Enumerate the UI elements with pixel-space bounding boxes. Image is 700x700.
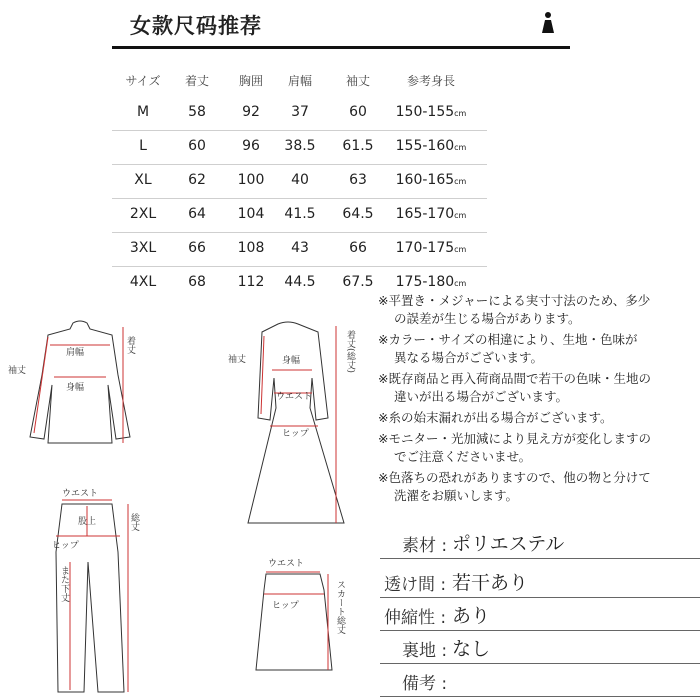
care-notes	[378, 292, 698, 508]
cell-bust: 100	[237, 172, 265, 188]
unit-label: cm	[454, 279, 467, 288]
cell-shoulder: 37	[291, 104, 309, 120]
table-row	[112, 232, 487, 267]
spec-row-lining	[380, 633, 700, 664]
cell-sleeve: 67.5	[342, 274, 374, 290]
header-bust: 胸囲	[238, 74, 264, 88]
cell-bust: 96	[242, 138, 260, 154]
spec-value: なし	[452, 638, 491, 660]
dress-length-label: 着丈(総丈)	[345, 330, 355, 374]
pants-rise-label: 股上	[78, 517, 97, 527]
page-title: 女款尺码推荐	[130, 14, 262, 38]
cell-shoulder: 38.5	[284, 138, 316, 154]
woman-figure-icon	[540, 11, 556, 35]
top-bust-label: 身幅	[66, 383, 85, 393]
cell-sleeve: 66	[349, 240, 367, 256]
height-value: 175-180	[395, 274, 455, 290]
pants-hip-label: ヒップ	[52, 541, 79, 551]
cell-length: 66	[188, 240, 206, 256]
cell-size: M	[136, 104, 150, 120]
unit-label: cm	[454, 109, 467, 118]
spec-row-remarks	[380, 666, 700, 697]
pants-length-label: 総丈	[129, 513, 139, 531]
title-divider	[112, 46, 570, 49]
note-item	[378, 370, 698, 406]
table-row	[112, 130, 487, 165]
spec-row-sheerness	[380, 567, 700, 598]
note-line: でご注意くださいませ。	[394, 449, 532, 464]
cell-size: L	[139, 138, 147, 154]
note-line: 異なる場合がございます。	[394, 350, 544, 365]
cell-shoulder: 44.5	[284, 274, 316, 290]
cell-height	[396, 274, 467, 290]
spec-value: 若干あり	[452, 572, 529, 594]
cell-size: 2XL	[129, 206, 157, 222]
skirt-waist-label: ウエスト	[268, 559, 305, 569]
cell-bust: 104	[237, 206, 265, 222]
note-item	[378, 430, 698, 466]
cell-size: 3XL	[129, 240, 157, 256]
spec-key: 備考 :	[402, 674, 448, 694]
cell-length: 62	[188, 172, 206, 188]
cell-sleeve: 63	[349, 172, 367, 188]
cell-length: 64	[188, 206, 206, 222]
spec-row-stretch	[380, 600, 700, 631]
header-shoulder: 肩幅	[287, 74, 313, 88]
height-value: 155-160	[395, 138, 455, 154]
height-value: 165-170	[395, 206, 455, 222]
header-length: 着丈	[184, 74, 210, 88]
spec-value: あり	[452, 605, 491, 627]
cell-size: 4XL	[129, 274, 157, 290]
skirt-length-label: スカート総丈	[335, 580, 345, 634]
note-line: ※平置き・メジャーによる実寸寸法のため、多少	[378, 293, 651, 308]
spec-value: ポリエステル	[452, 533, 565, 555]
cell-shoulder: 43	[291, 240, 309, 256]
cell-height	[396, 138, 467, 154]
cell-length: 60	[188, 138, 206, 154]
note-line: 違いが出る場合がございます。	[394, 389, 569, 404]
skirt-hip-label: ヒップ	[272, 601, 299, 611]
dress-waist-label: ウエスト	[276, 392, 313, 402]
note-line: の誤差が生じる場合があります。	[394, 311, 581, 326]
note-item	[378, 469, 698, 505]
cell-sleeve: 60	[349, 104, 367, 120]
pants-waist-label: ウエスト	[62, 489, 99, 499]
top-shoulder-label: 肩幅	[66, 348, 85, 358]
height-value: 170-175	[395, 240, 455, 256]
cell-bust: 112	[237, 274, 265, 290]
dress-hip-label: ヒップ	[282, 429, 309, 439]
cell-height	[396, 240, 467, 256]
note-line: ※既存商品と再入荷商品間で若干の色味・生地の	[378, 371, 651, 386]
cell-height	[396, 206, 467, 222]
note-line: ※モニター・光加減により見え方が変化しますの	[378, 431, 651, 446]
unit-label: cm	[454, 245, 467, 254]
height-value: 160-165	[395, 172, 455, 188]
spec-key: 裏地 :	[402, 641, 448, 661]
cell-shoulder: 41.5	[284, 206, 316, 222]
cell-bust: 92	[242, 104, 260, 120]
cell-sleeve: 61.5	[342, 138, 374, 154]
table-row	[112, 164, 487, 199]
header-sleeve: 袖丈	[345, 74, 371, 88]
note-item	[378, 331, 698, 367]
spec-key: 伸縮性 :	[384, 608, 447, 628]
height-value: 150-155	[395, 104, 455, 120]
cell-bust: 108	[237, 240, 265, 256]
unit-label: cm	[454, 177, 467, 186]
cell-height	[396, 104, 467, 120]
cell-size: XL	[134, 172, 152, 188]
unit-label: cm	[454, 211, 467, 220]
table-row	[112, 96, 487, 131]
note-line: ※カラー・サイズの相違により、生地・色味が	[378, 332, 638, 347]
note-item	[378, 292, 698, 328]
header-size: サイズ	[125, 74, 161, 88]
top-length-label: 着丈	[125, 336, 135, 354]
cell-shoulder: 40	[291, 172, 309, 188]
header-height: 参考身長	[406, 74, 456, 88]
spec-key: 素材 :	[402, 536, 448, 556]
dress-sleeve-label: 袖丈	[228, 355, 247, 365]
note-line: ※色落ちの恐れがありますので、他の物と分けて	[378, 470, 651, 485]
cell-length: 58	[188, 104, 206, 120]
table-row	[112, 198, 487, 233]
pants-inseam-label: また下丈	[59, 566, 69, 602]
spec-row-material	[380, 528, 700, 559]
cell-sleeve: 64.5	[342, 206, 374, 222]
dress-bust-label: 身幅	[282, 356, 301, 366]
cell-length: 68	[188, 274, 206, 290]
spec-key: 透け間 :	[384, 575, 447, 595]
note-line: ※糸の始末漏れが出る場合がございます。	[378, 410, 613, 425]
note-line: 洗濯をお願いします。	[394, 488, 519, 503]
unit-label: cm	[454, 143, 467, 152]
top-sleeve-label: 袖丈	[8, 366, 27, 376]
note-item	[378, 409, 698, 427]
cell-height	[396, 172, 467, 188]
